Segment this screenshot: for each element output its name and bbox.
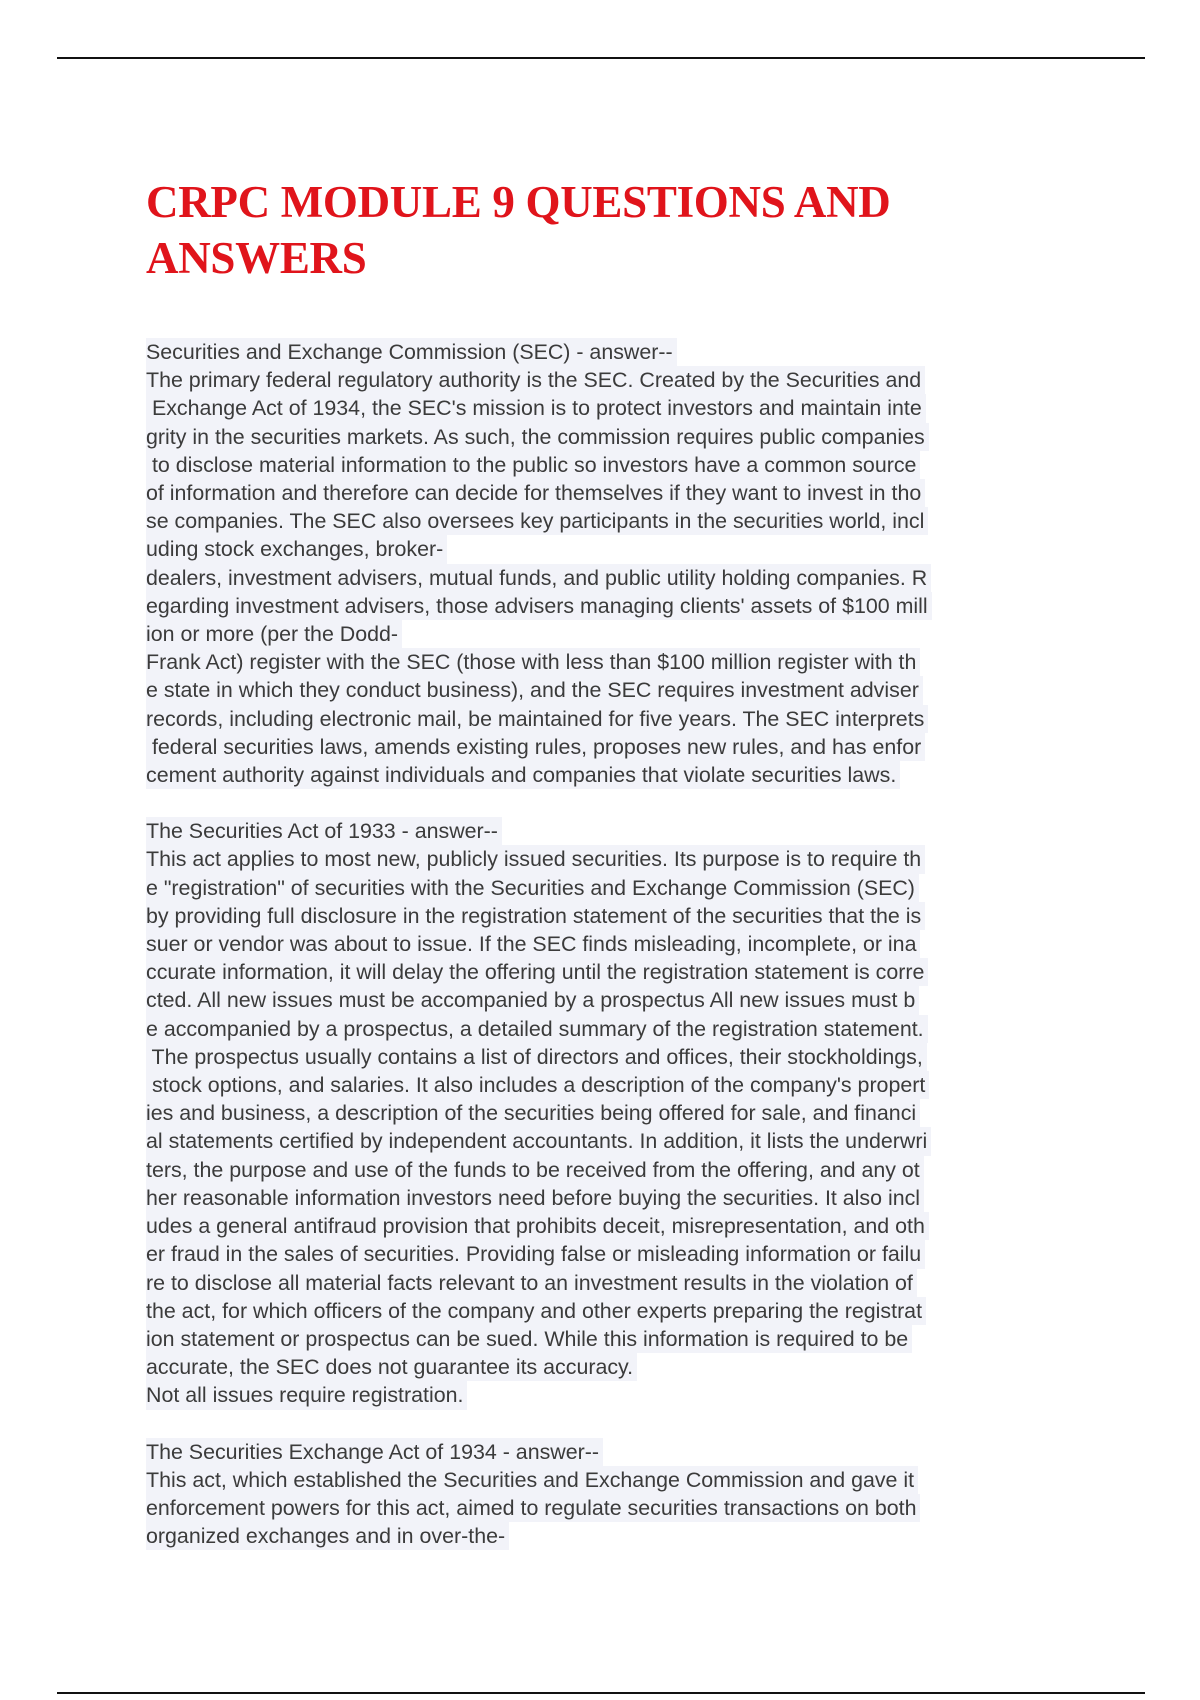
answer-text-line: e accompanied by a prospectus, a detailed summary of the registration statement. bbox=[146, 1015, 928, 1043]
answer-text-line: The primary federal regulatory authority is the SEC. Created by the Securities and bbox=[146, 366, 925, 394]
answer-text-line: e "registration" of securities with the Securities and Exchange Commission (SEC) bbox=[146, 874, 919, 902]
answer-text-line: Not all issues require registration. bbox=[146, 1381, 467, 1409]
answer-text-line: of information and therefore can decide for themselves if they want to invest in tho bbox=[146, 479, 925, 507]
answer-text-line: records, including electronic mail, be maintained for five years. The SEC interprets bbox=[146, 705, 928, 733]
answer-text-line: This act, which established the Securities and Exchange Commission and gave it bbox=[146, 1466, 918, 1494]
answer-text-line: dealers, investment advisers, mutual funds, and public utility holding companies. R bbox=[146, 564, 931, 592]
qa-section bbox=[146, 338, 1066, 789]
answer-text-line: udes a general antifraud provision that prohibits deceit, misrepresentation, and oth bbox=[146, 1212, 929, 1240]
answer-text-line: al statements certified by independent accountants. In addition, it lists the underwri bbox=[146, 1127, 931, 1155]
question-heading: The Securities Exchange Act of 1934 - answer-- bbox=[146, 1438, 603, 1466]
page-title-line-1: CRPC MODULE 9 QUESTIONS AND bbox=[146, 177, 891, 227]
page-title-line-2: ANSWERS bbox=[146, 233, 367, 283]
answer-text-line: egarding investment advisers, those advisers managing clients' assets of $100 mill bbox=[146, 592, 932, 620]
answer-text-line: by providing full disclosure in the registration statement of the securities that the is bbox=[146, 902, 925, 930]
answer-text-line: to disclose material information to the public so investors have a common source bbox=[146, 451, 920, 479]
answer-text-line: e state in which they conduct business), and the SEC requires investment adviser bbox=[146, 676, 923, 704]
answer-text-line: ies and business, a description of the securities being offered for sale, and financi bbox=[146, 1099, 920, 1127]
answer-text-line: ion statement or prospectus can be sued. While this information is required to be bbox=[146, 1325, 912, 1353]
question-heading: Securities and Exchange Commission (SEC) - answer-- bbox=[146, 338, 677, 366]
answer-text-line: er fraud in the sales of securities. Providing false or misleading information or failu bbox=[146, 1240, 925, 1268]
qa-section bbox=[146, 817, 1066, 1409]
answer-text-line: This act applies to most new, publicly issued securities. Its purpose is to require th bbox=[146, 845, 925, 873]
answer-text-line: her reasonable information investors need before buying the securities. It also incl bbox=[146, 1184, 924, 1212]
bottom-rule bbox=[57, 1692, 1145, 1694]
answer-text-line: re to disclose all material facts relevant to an investment results in the violation of bbox=[146, 1269, 917, 1297]
top-rule bbox=[57, 57, 1145, 59]
answer-text-line: Frank Act) register with the SEC (those with less than $100 million register with th bbox=[146, 648, 920, 676]
document-body bbox=[146, 338, 1066, 1578]
qa-section bbox=[146, 1438, 1066, 1551]
answer-text-line: se companies. The SEC also oversees key participants in the securities world, incl bbox=[146, 507, 928, 535]
answer-text-line: ters, the purpose and use of the funds to be received from the offering, and any ot bbox=[146, 1156, 924, 1184]
answer-text-line: cement authority against individuals and companies that violate securities laws. bbox=[146, 761, 900, 789]
answer-text-line: suer or vendor was about to issue. If the SEC finds misleading, incomplete, or ina bbox=[146, 930, 920, 958]
answer-text-line: The prospectus usually contains a list of directors and offices, their stockholdings, bbox=[146, 1043, 927, 1071]
answer-text-line: cted. All new issues must be accompanied by a prospectus All new issues must b bbox=[146, 986, 919, 1014]
answer-text-line: federal securities laws, amends existing rules, proposes new rules, and has enfor bbox=[146, 733, 925, 761]
answer-text-line: stock options, and salaries. It also includes a description of the company's propert bbox=[146, 1071, 929, 1099]
answer-text-line: grity in the securities markets. As such, the commission requires public companies bbox=[146, 423, 929, 451]
page-title bbox=[146, 174, 1046, 286]
answer-text-line: ccurate information, it will delay the offering until the registration statement is corre bbox=[146, 958, 928, 986]
answer-text-line: organized exchanges and in over-the- bbox=[146, 1522, 509, 1550]
question-heading: The Securities Act of 1933 - answer-- bbox=[146, 817, 502, 845]
answer-text-line: ion or more (per the Dodd- bbox=[146, 620, 402, 648]
answer-text-line: the act, for which officers of the company and other experts preparing the registrat bbox=[146, 1297, 926, 1325]
answer-text-line: accurate, the SEC does not guarantee its accuracy. bbox=[146, 1353, 637, 1381]
answer-text-line: enforcement powers for this act, aimed to regulate securities transactions on both bbox=[146, 1494, 920, 1522]
answer-text-line: uding stock exchanges, broker- bbox=[146, 535, 447, 563]
answer-text-line: Exchange Act of 1934, the SEC's mission is to protect investors and maintain inte bbox=[146, 394, 926, 422]
